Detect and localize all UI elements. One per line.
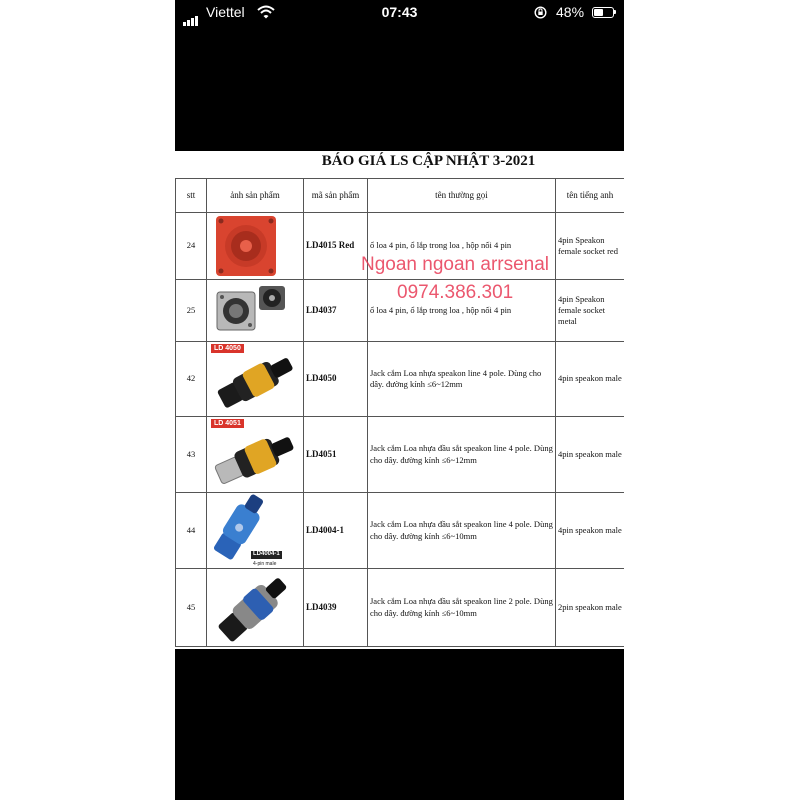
row-stt: 42 [176,342,207,417]
table-row [176,569,625,647]
row-english: 4pin speakon male [556,417,625,493]
row-code: LD4004-1 [304,493,368,569]
row-name: ổ loa 4 pin, ổ lắp trong loa , hộp nối 4 pin [368,213,556,280]
watermark-name: Ngoan ngoan arrsenal [361,254,550,275]
rotation-lock-icon [534,6,547,19]
row-code: LD4051 [304,417,368,493]
header-english: tên tiếng anh [556,179,625,213]
gray-plug-icon [207,569,304,646]
product-sublabel: 4-pin male [253,560,277,567]
row-image [207,493,304,569]
row-stt: 43 [176,417,207,493]
row-english: 2pin speakon male [556,569,625,647]
price-table [175,178,624,647]
row-image [207,280,304,342]
row-code: LD4037 [304,280,368,342]
row-english: 4pin Speakon female socket red [556,213,625,280]
row-name: Jack cắm Loa nhựa đầu sắt speakon line 2 pole. Dùng cho dây. đường kính ≤6~10mm [368,569,556,647]
row-english: 4pin Speakon female socket metal [556,280,625,342]
table-row [176,342,625,417]
header-stt: stt [176,179,207,213]
row-image [207,417,304,493]
sheet-title: BÁO GIÁ LS CẬP NHẬT 3-2021 [321,153,536,169]
row-name: Jack cắm Loa nhựa đầu sắt speakon line 4 pole. Dùng cho dây. đường kính ≤6~12mm [368,417,556,493]
product-tag: LD 4050 [211,344,244,353]
table-row [176,417,625,493]
header-code: mã sản phẩm [304,179,368,213]
row-english: 4pin speakon male [556,493,625,569]
row-code: LD4050 [304,342,368,417]
row-image [207,569,304,647]
battery-icon [592,7,614,18]
row-name: Jack cắm Loa nhựa đầu sắt speakon line 4 pole. Dùng cho dây. đường kính ≤6~10mm [368,493,556,569]
row-code: LD4039 [304,569,368,647]
row-stt: 25 [176,280,207,342]
price-list-image [175,151,624,649]
row-english: 4pin speakon male [556,342,625,417]
header-image: ảnh sản phẩm [207,179,304,213]
row-name: Jack cắm Loa nhựa speakon line 4 pole. Dùng cho dây. đường kính ≤6~12mm [368,342,556,417]
row-image [207,213,304,280]
header-name: tên thường gọi [368,179,556,213]
metal-yellow-plug-icon [207,417,304,492]
battery-percentage: 48% [556,4,585,20]
row-stt: 44 [176,493,207,569]
clock: 07:43 [381,4,418,20]
table-header-row [176,179,625,213]
status-bar [175,0,624,26]
black-yellow-plug-icon [207,342,304,416]
watermark-phone: 0974.386.301 [397,282,514,303]
metal-socket-icon [207,280,304,341]
carrier-name: Viettel [206,4,245,20]
row-name: ổ loa 4 pin, ổ lắp trong loa , hộp nối 4 pin [368,280,556,342]
product-tag: LD4004-1 [253,551,280,558]
table-row [176,493,625,569]
red-square-socket-icon [207,213,304,279]
row-stt: 24 [176,213,207,280]
phone-screen [175,0,624,800]
row-image [207,342,304,417]
battery-tip [614,10,616,14]
row-code: LD4015 Red [304,213,368,280]
product-tag: LD 4051 [211,419,244,428]
row-stt: 45 [176,569,207,647]
